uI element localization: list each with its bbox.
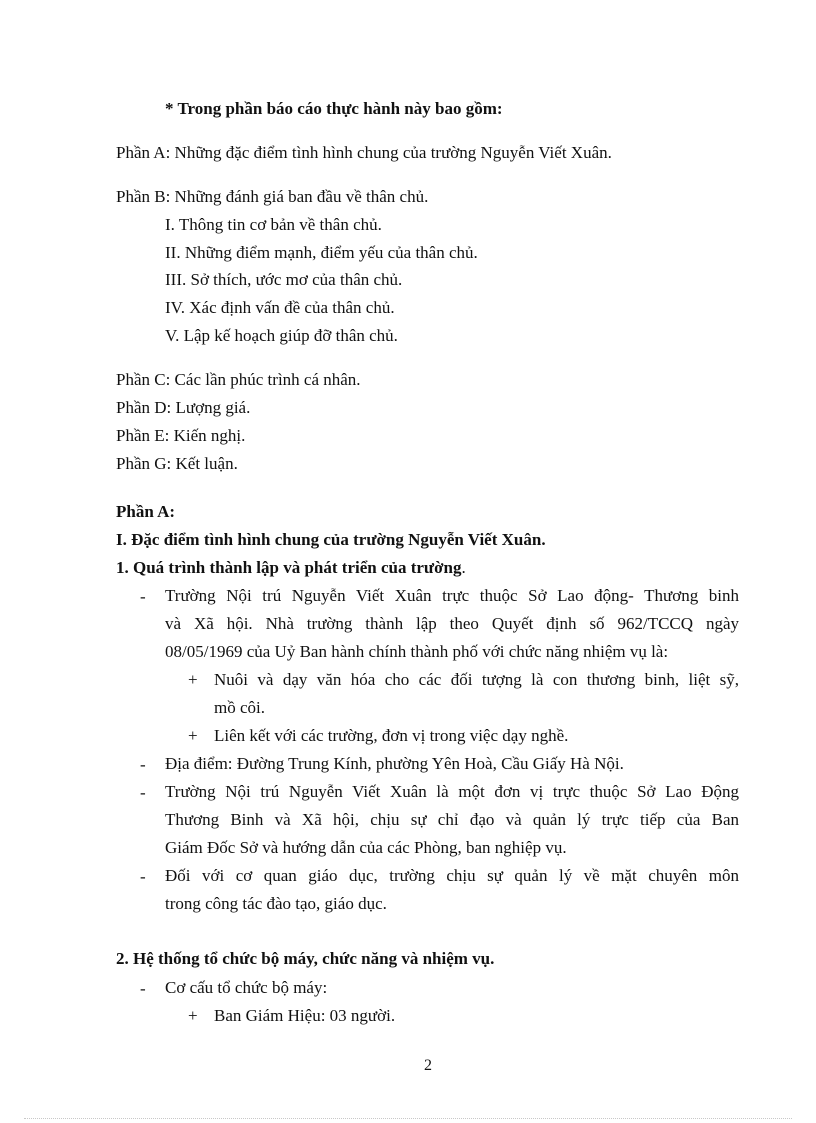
- section-a-heading: I. Đặc điểm tình hình chung của trường Nguyễn Viết Xuân.: [116, 530, 546, 549]
- bullet-3-line-2: Thương Binh và Xã hội, chịu sự chỉ đạo và quản lý trực tiếp của Ban: [165, 810, 739, 829]
- plus-bullet-icon: +: [188, 1006, 198, 1025]
- subheading-founding-period: .: [461, 558, 466, 577]
- bullet-4-line-2: trong công tác đào tạo, giáo dục.: [165, 894, 387, 913]
- toc-part-b-item-3: III. Sở thích, ước mơ của thân chủ.: [165, 270, 403, 289]
- dash-bullet-icon: -: [140, 867, 146, 886]
- bullet-5-line: Cơ cấu tổ chức bộ máy:: [165, 978, 328, 997]
- subheading-founding: [116, 554, 466, 582]
- plus-1-line-1: Nuôi và dạy văn hóa cho các đối tượng là con thương binh, liệt sỹ,: [214, 670, 739, 689]
- toc-part-b-item-4: IV. Xác định vấn đề của thân chủ.: [165, 298, 395, 317]
- dash-bullet-icon: -: [140, 587, 146, 606]
- bullet-2-line: Địa điểm: Đường Trung Kính, phường Yên Hoà, Cầu Giấy Hà Nội.: [165, 754, 624, 773]
- toc-part-d: Phần D: Lượng giá.: [116, 398, 251, 417]
- dash-bullet-icon: -: [140, 979, 146, 998]
- page-number: 2: [424, 1057, 432, 1074]
- section-a-title: Phần A:: [116, 502, 176, 521]
- plus-1-line-2: mồ côi.: [214, 698, 265, 717]
- bullet-1-line-3: 08/05/1969 của Uỷ Ban hành chính thành phố với chức năng nhiệm vụ là:: [165, 642, 669, 661]
- toc-part-b: Phần B: Những đánh giá ban đầu về thân chủ.: [116, 187, 429, 206]
- plus-bullet-icon: +: [188, 726, 198, 745]
- toc-part-b-item-5: V. Lập kế hoạch giúp đỡ thân chủ.: [165, 326, 398, 345]
- dash-bullet-icon: -: [140, 783, 146, 802]
- plus-bullet-icon: +: [188, 670, 198, 689]
- plus-3-line: Ban Giám Hiệu: 03 người.: [214, 1006, 396, 1025]
- toc-part-b-item-2: II. Những điểm mạnh, điểm yếu của thân chủ.: [165, 243, 478, 262]
- bullet-1-line-1: Trường Nội trú Nguyễn Viết Xuân trực thuộc Sở Lao động- Thương binh: [165, 586, 739, 605]
- subheading-founding-text: 1. Quá trình thành lập và phát triển của trường: [116, 558, 462, 577]
- page-bottom-divider: [24, 1118, 792, 1119]
- plus-2-line: Liên kết với các trường, đơn vị trong việc dạy nghề.: [214, 726, 569, 745]
- report-contents-note: * Trong phần báo cáo thực hành này bao gồm:: [165, 99, 503, 118]
- bullet-4-line-1: Đối với cơ quan giáo dục, trường chịu sự quản lý về mặt chuyên môn: [165, 866, 739, 885]
- bullet-1-line-2: và Xã hội. Nhà trường thành lập theo Quyết định số 962/TCCQ ngày: [165, 614, 739, 633]
- toc-part-c: Phần C: Các lần phúc trình cá nhân.: [116, 370, 361, 389]
- toc-part-g: Phần G: Kết luận.: [116, 454, 238, 473]
- bullet-3-line-3: Giám Đốc Sở và hướng dẫn của các Phòng, ban nghiệp vụ.: [165, 838, 567, 857]
- toc-part-a: Phần A: Những đặc điểm tình hình chung của trường Nguyễn Viết Xuân.: [116, 143, 612, 162]
- subheading-organization: 2. Hệ thống tổ chức bộ máy, chức năng và nhiệm vụ.: [116, 949, 495, 968]
- toc-part-b-item-1: I. Thông tin cơ bản về thân chủ.: [165, 215, 382, 234]
- bullet-3-line-1: Trường Nội trú Nguyễn Viết Xuân là một đơn vị trực thuộc Sở Lao Động: [165, 782, 739, 801]
- toc-part-e: Phần E: Kiến nghị.: [116, 426, 246, 445]
- dash-bullet-icon: -: [140, 755, 146, 774]
